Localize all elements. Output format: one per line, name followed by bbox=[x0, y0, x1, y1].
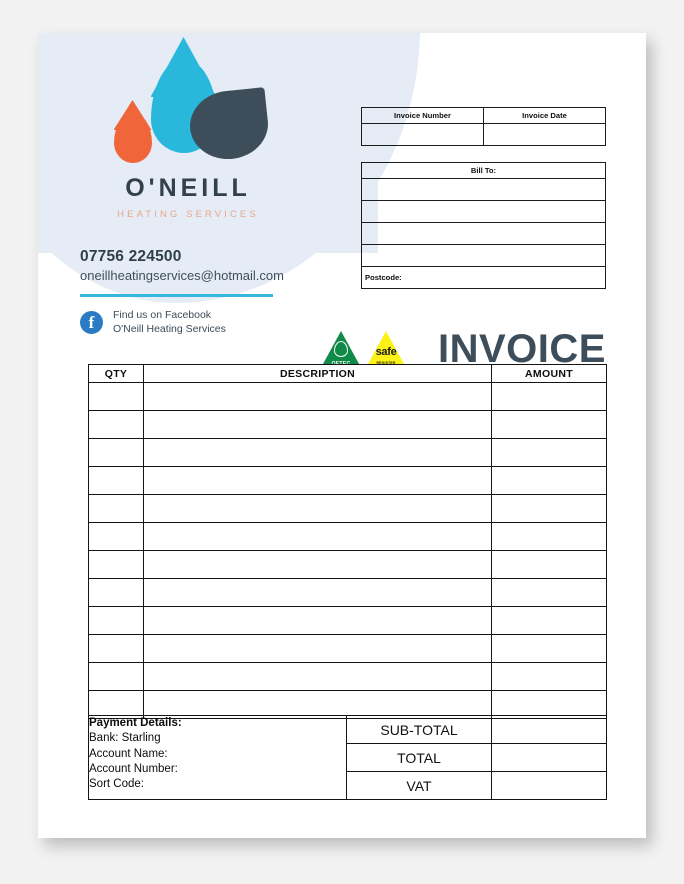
description-cell[interactable] bbox=[144, 383, 492, 411]
description-cell[interactable] bbox=[144, 635, 492, 663]
description-cell[interactable] bbox=[144, 607, 492, 635]
subtotal-label: SUB-TOTAL bbox=[347, 716, 492, 744]
qty-cell[interactable] bbox=[89, 411, 144, 439]
bill-to-line-2[interactable] bbox=[362, 201, 606, 223]
bill-to-line-3[interactable] bbox=[362, 223, 606, 245]
description-cell[interactable] bbox=[144, 467, 492, 495]
contact-divider bbox=[80, 294, 273, 297]
bill-to-line-1[interactable] bbox=[362, 179, 606, 201]
table-row bbox=[89, 411, 607, 439]
invoice-page bbox=[38, 33, 646, 838]
table-row bbox=[89, 663, 607, 691]
qty-cell[interactable] bbox=[89, 663, 144, 691]
oftec-label: OFTEC bbox=[331, 360, 351, 367]
gas-safe-badge-icon bbox=[368, 331, 404, 367]
payment-sort-code[interactable]: Sort Code: bbox=[89, 778, 144, 791]
header-amount: AMOUNT bbox=[492, 365, 607, 383]
amount-cell[interactable] bbox=[492, 579, 607, 607]
gas-safe-sublabel: REGISTER bbox=[376, 360, 396, 365]
amount-cell[interactable] bbox=[492, 607, 607, 635]
vat-value[interactable] bbox=[492, 772, 607, 800]
bill-to-line-4[interactable] bbox=[362, 245, 606, 267]
amount-cell[interactable] bbox=[492, 551, 607, 579]
qty-cell[interactable] bbox=[89, 439, 144, 467]
payment-account-name[interactable]: Account Name: bbox=[89, 747, 168, 760]
description-cell[interactable] bbox=[144, 551, 492, 579]
table-row bbox=[89, 607, 607, 635]
description-cell[interactable] bbox=[144, 523, 492, 551]
amount-cell[interactable] bbox=[492, 495, 607, 523]
total-label: TOTAL bbox=[347, 744, 492, 772]
qty-cell[interactable] bbox=[89, 579, 144, 607]
qty-cell[interactable] bbox=[89, 383, 144, 411]
facebook-line-2: O'Neill Heating Services bbox=[113, 323, 226, 336]
droplet-orange-icon bbox=[114, 113, 152, 163]
amount-cell[interactable] bbox=[492, 635, 607, 663]
amount-cell[interactable] bbox=[492, 439, 607, 467]
facebook-line-1: Find us on Facebook bbox=[113, 309, 212, 321]
qty-cell[interactable] bbox=[89, 607, 144, 635]
amount-cell[interactable] bbox=[492, 663, 607, 691]
table-row bbox=[89, 495, 607, 523]
payment-details-cell bbox=[89, 716, 347, 800]
amount-cell[interactable] bbox=[492, 467, 607, 495]
table-row bbox=[89, 439, 607, 467]
facebook-text bbox=[113, 308, 226, 336]
payment-details-heading: Payment Details: bbox=[89, 717, 182, 729]
facebook-icon[interactable]: f bbox=[80, 311, 103, 334]
email-address[interactable]: oneillheatingservices@hotmail.com bbox=[80, 268, 284, 283]
items-table bbox=[88, 364, 607, 719]
items-table-body bbox=[89, 383, 607, 719]
description-cell[interactable] bbox=[144, 579, 492, 607]
table-row bbox=[89, 635, 607, 663]
table-row bbox=[89, 383, 607, 411]
page-title: INVOICE bbox=[438, 326, 606, 371]
total-value[interactable] bbox=[492, 744, 607, 772]
postcode-label[interactable]: Postcode: bbox=[362, 267, 606, 289]
oftec-badge-icon bbox=[323, 331, 359, 367]
bill-to-heading: Bill To: bbox=[362, 163, 606, 179]
qty-cell[interactable] bbox=[89, 467, 144, 495]
phone-number[interactable]: 07756 224500 bbox=[80, 248, 182, 265]
company-logo bbox=[93, 51, 283, 220]
qty-cell[interactable] bbox=[89, 523, 144, 551]
table-row bbox=[89, 467, 607, 495]
three-droplets-icon bbox=[106, 51, 271, 171]
footer-row-subtotal bbox=[89, 716, 607, 744]
payment-account-number[interactable]: Account Number: bbox=[89, 762, 178, 775]
company-tagline: HEATING SERVICES bbox=[117, 209, 259, 220]
bill-to-table bbox=[361, 162, 606, 289]
invoice-number-label: Invoice Number bbox=[362, 108, 484, 124]
invoice-date-label: Invoice Date bbox=[484, 108, 606, 124]
qty-cell[interactable] bbox=[89, 635, 144, 663]
invoice-number-field[interactable] bbox=[362, 124, 484, 146]
qty-cell[interactable] bbox=[89, 551, 144, 579]
vat-label: VAT bbox=[347, 772, 492, 800]
gas-safe-label: safe bbox=[375, 345, 397, 358]
amount-cell[interactable] bbox=[492, 523, 607, 551]
description-cell[interactable] bbox=[144, 663, 492, 691]
header-description: DESCRIPTION bbox=[144, 365, 492, 383]
oftec-flame-icon bbox=[334, 341, 348, 357]
description-cell[interactable] bbox=[144, 411, 492, 439]
table-row bbox=[89, 551, 607, 579]
qty-cell[interactable] bbox=[89, 495, 144, 523]
header-qty: QTY bbox=[89, 365, 144, 383]
description-cell[interactable] bbox=[144, 439, 492, 467]
amount-cell[interactable] bbox=[492, 411, 607, 439]
table-row bbox=[89, 523, 607, 551]
invoice-meta-block bbox=[361, 107, 606, 289]
subtotal-value[interactable] bbox=[492, 716, 607, 744]
items-table-header-row bbox=[89, 365, 607, 383]
table-row bbox=[89, 579, 607, 607]
footer-table bbox=[88, 715, 607, 800]
invoice-date-field[interactable] bbox=[484, 124, 606, 146]
invoice-number-table bbox=[361, 107, 606, 146]
payment-bank: Bank: Starling bbox=[89, 732, 161, 745]
amount-cell[interactable] bbox=[492, 383, 607, 411]
description-cell[interactable] bbox=[144, 495, 492, 523]
company-name: O'NEILL bbox=[125, 174, 251, 202]
